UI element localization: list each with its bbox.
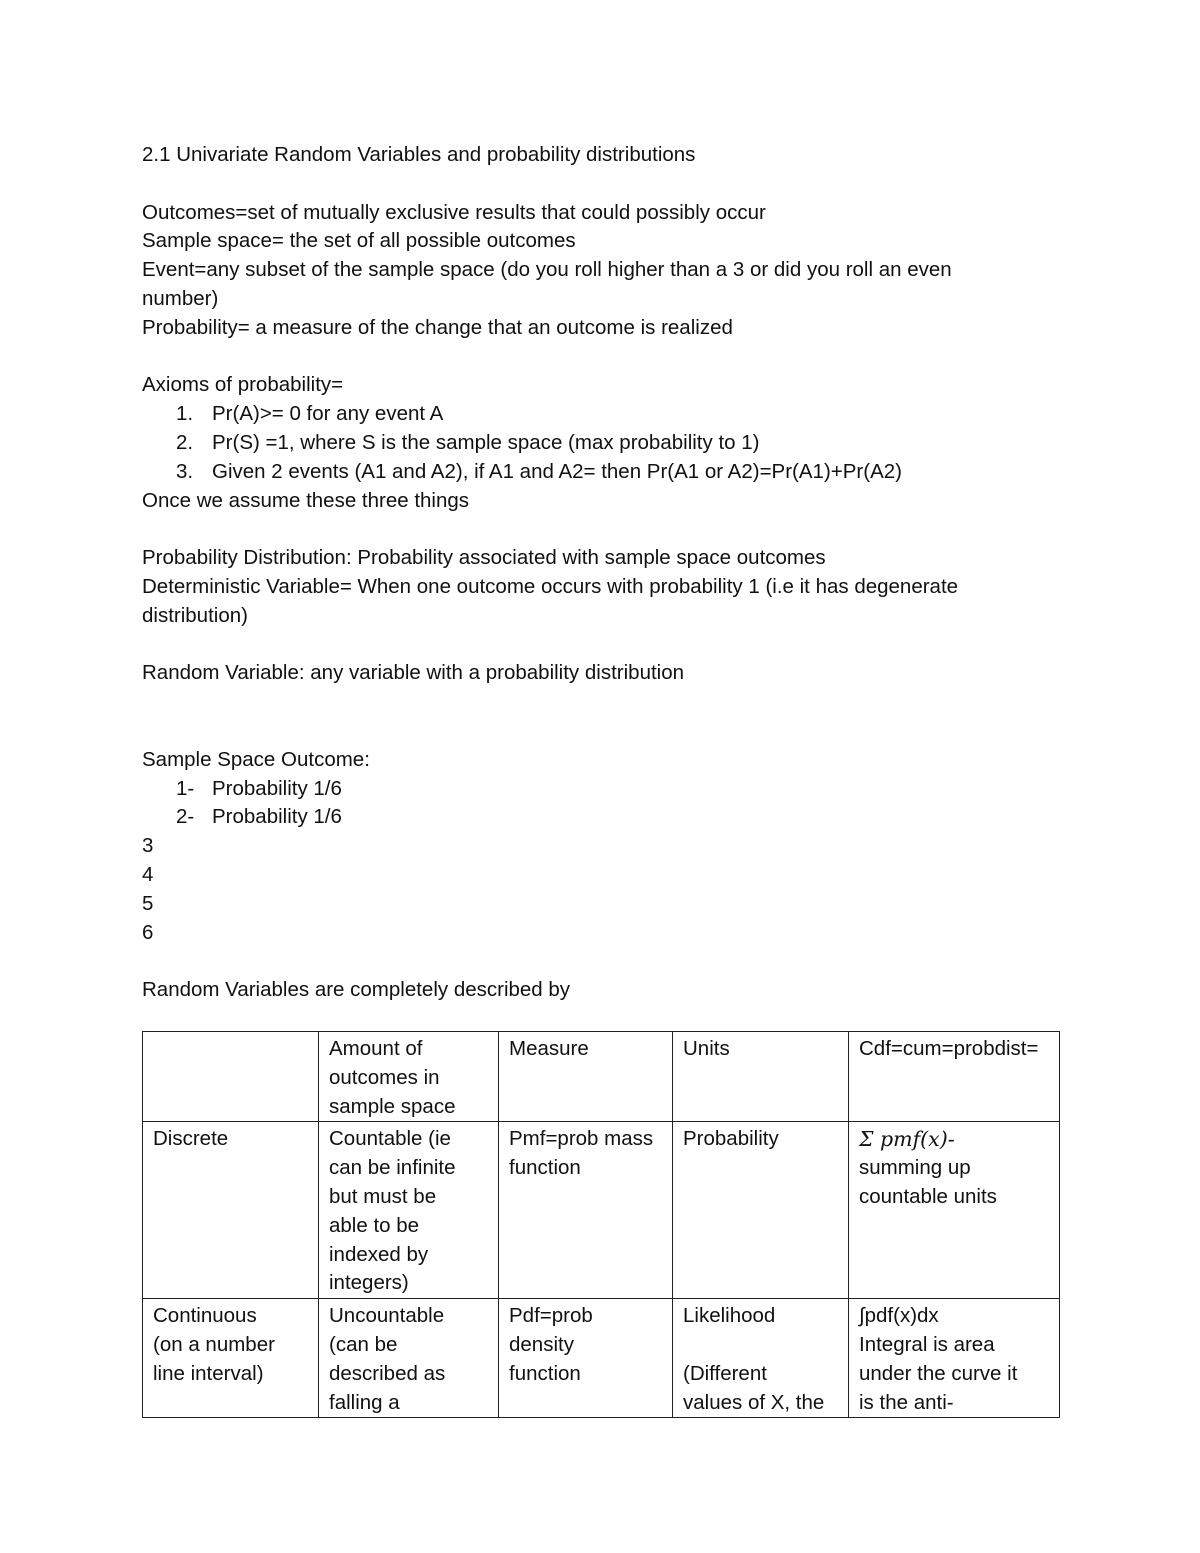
axioms-title: Axioms of probability=	[142, 373, 344, 397]
continuous-label-cell: Continuous (on a number line interval)	[143, 1299, 319, 1418]
definition-event: Event=any subset of the sample space (do you roll higher than a 3 or did you roll an even	[142, 258, 952, 282]
deterministic-variable: Deterministic Variable= When one outcome occurs with probability 1 (i.e it has degenerate	[142, 574, 959, 598]
table-header-row	[143, 1032, 1060, 1122]
axiom-item-1: 1. Pr(A)>= 0 for any event A	[176, 402, 444, 426]
sample-space-title: Sample Space Outcome:	[142, 747, 370, 771]
header-units-cell: Units	[673, 1032, 849, 1122]
table-row-discrete	[143, 1122, 1060, 1299]
definition-sample-space: Sample space= the set of all possible outcomes	[142, 229, 576, 253]
deterministic-variable-cont: distribution)	[142, 603, 248, 627]
discrete-label-cell: Discrete	[143, 1122, 319, 1299]
discrete-amount-cell: Countable (ie can be infinite but must be able to be indexed by integers)	[319, 1122, 499, 1299]
discrete-units-cell: Probability	[673, 1122, 849, 1299]
axiom-item-3: 3. Given 2 events (A1 and A2), if A1 and A2= then Pr(A1 or A2)=Pr(A1)+Pr(A2)	[176, 459, 902, 483]
axioms-note: Once we assume these three things	[142, 488, 470, 512]
axiom-item-2: 2. Pr(S) =1, where S is the sample space (max probability to 1)	[176, 430, 760, 454]
continuous-cdf-cell: ∫pdf(x)dx Integral is area under the curve it is the anti-	[849, 1299, 1060, 1418]
continuous-units-cell: Likelihood (Different values of X, the	[673, 1299, 849, 1418]
continuous-measure-cell: Pdf=prob density function	[499, 1299, 673, 1418]
header-amount-cell: Amount of outcomes in sample space	[319, 1032, 499, 1122]
random-variable-definition: Random Variable: any variable with a probability distribution	[142, 661, 685, 685]
table-intro: Random Variables are completely described by	[142, 978, 571, 1002]
definition-probability: Probability= a measure of the change that an outcome is realized	[142, 315, 733, 339]
probability-distribution: Probability Distribution: Probability associated with sample space outcomes	[142, 546, 826, 570]
header-empty-cell	[143, 1032, 319, 1122]
header-measure-cell: Measure	[499, 1032, 673, 1122]
sample-space-plain-3: 3	[142, 834, 154, 858]
sample-space-item-1: 1- Probability 1/6	[176, 776, 342, 800]
definition-outcomes: Outcomes=set of mutually exclusive results that could possibly occur	[142, 200, 766, 224]
sample-space-plain-4: 4	[142, 862, 154, 886]
sample-space-plain-6: 6	[142, 920, 154, 944]
section-heading: 2.1 Univariate Random Variables and probability distributions	[142, 143, 696, 166]
definition-event-cont: number)	[142, 286, 219, 310]
sample-space-plain-5: 5	[142, 891, 154, 915]
sample-space-item-2: 2- Probability 1/6	[176, 805, 342, 829]
sum-pmf-formula: Σ pmf(x)-	[859, 1127, 955, 1152]
random-variable-table	[142, 1031, 1060, 1418]
discrete-measure-cell: Pmf=prob mass function	[499, 1122, 673, 1299]
continuous-amount-cell: Uncountable (can be described as falling a	[319, 1299, 499, 1418]
document-body	[142, 141, 1072, 1005]
discrete-cdf-cell: Σ pmf(x)- summing up countable units	[849, 1122, 1060, 1299]
integral-pdf-formula: ∫pdf(x)dx	[859, 1304, 939, 1328]
header-cdf-cell: Cdf=cum=probdist=	[849, 1032, 1060, 1122]
table-row-continuous	[143, 1299, 1060, 1418]
